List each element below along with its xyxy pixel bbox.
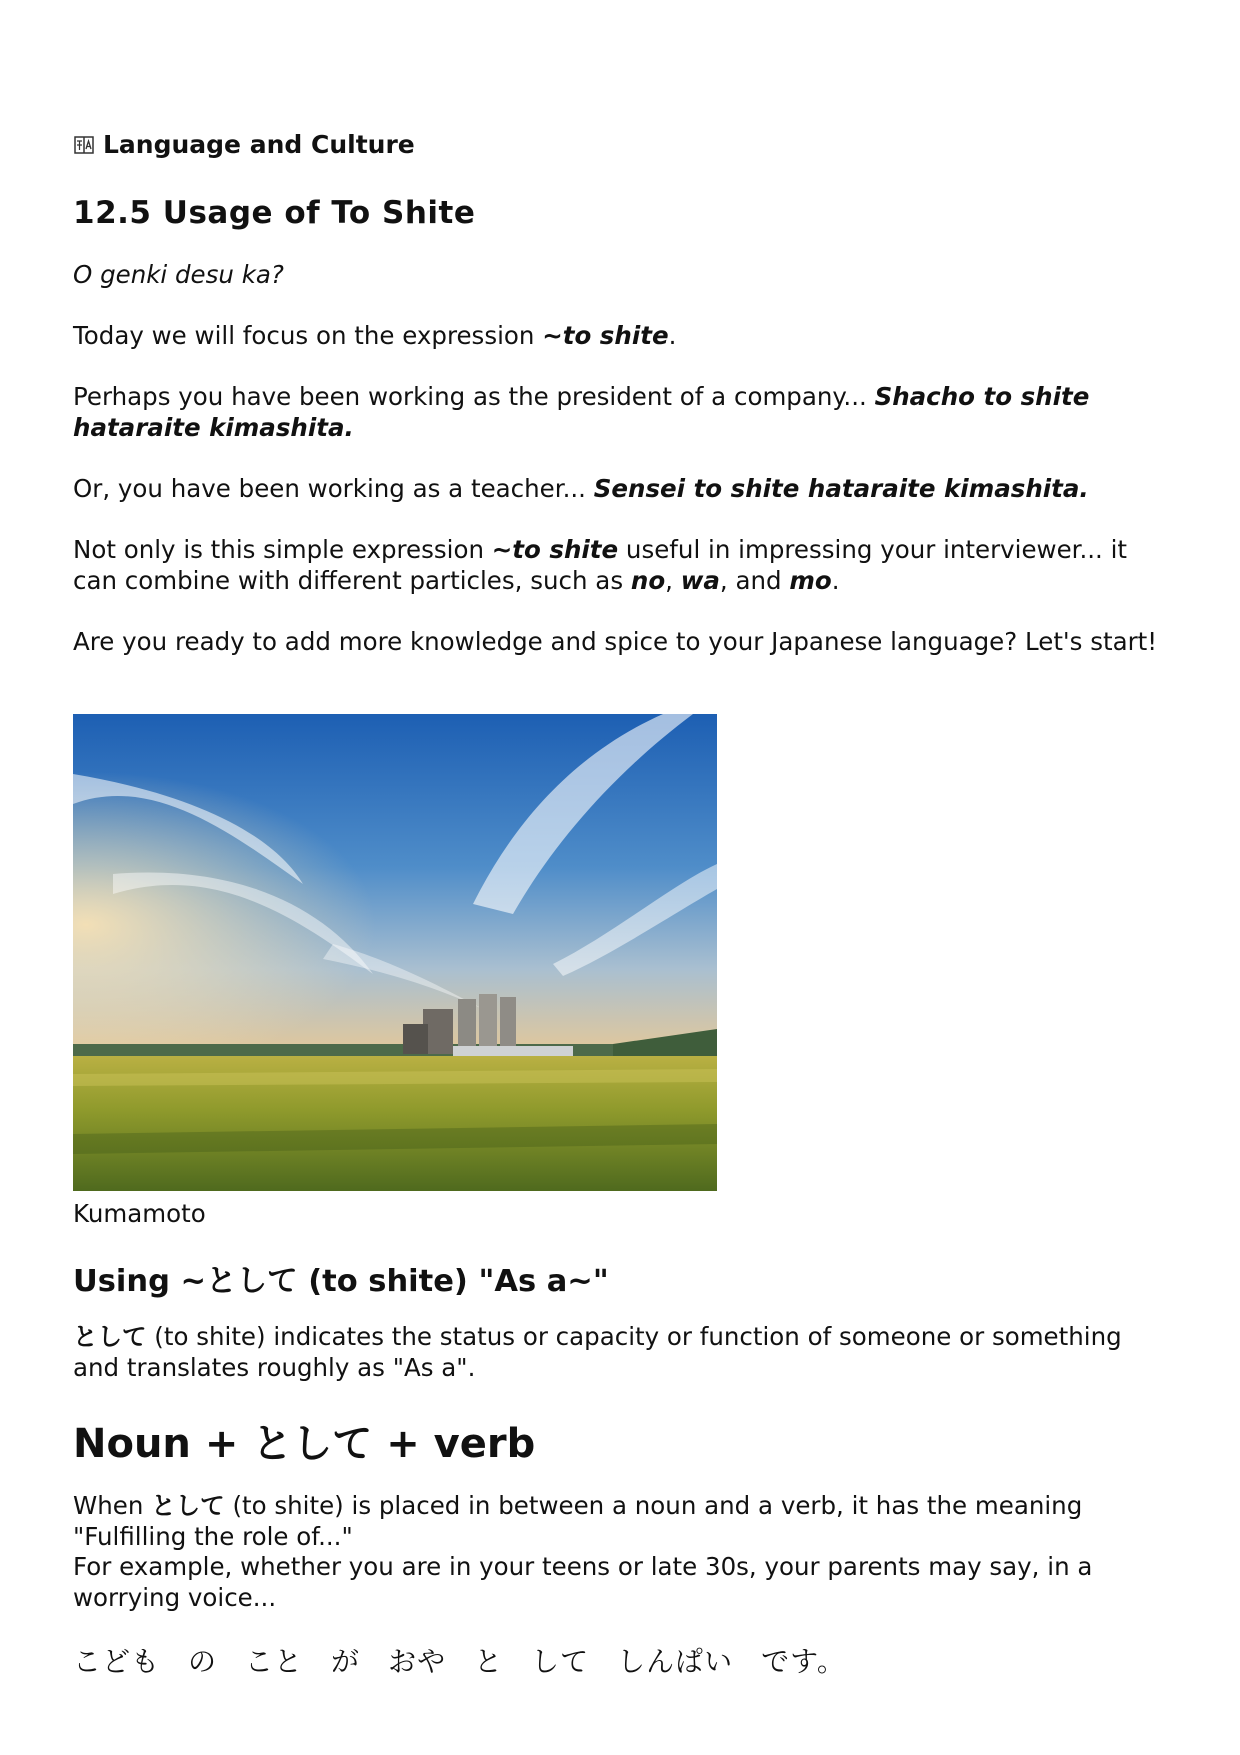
- section-label: [73, 130, 415, 159]
- usage-definition: として (to shite) indicates the status or capacity or function of someone or something and translates roughly as "As a".: [73, 1322, 1122, 1382]
- usage-heading: Using ~として (to shite) "As a~": [73, 1264, 609, 1299]
- example-word: おや: [388, 1645, 447, 1678]
- example-intro: For example, whether you are in your teens or late 30s, your parents may say, in a worrying voice...: [73, 1552, 1093, 1612]
- pattern-heading: Noun + として + verb: [73, 1421, 536, 1467]
- example-word: の: [188, 1645, 218, 1678]
- photo-caption: Kumamoto: [73, 1199, 206, 1228]
- example-word: しんぱい: [617, 1645, 734, 1678]
- intro-paragraph-2: Perhaps you have been working as the president of a company... Shacho to shite hataraite kimashita.: [73, 382, 1090, 442]
- section-label-text: Language and Culture: [103, 130, 415, 159]
- intro-paragraph-4: Not only is this simple expression ~to shite useful in impressing your interviewer... it can combine with different particles, such as no, wa, and mo.: [73, 535, 1128, 595]
- example-word: して: [531, 1645, 590, 1678]
- kumamoto-photo: [73, 714, 717, 1191]
- example-sentence: [73, 1640, 874, 1680]
- example-word: こと: [245, 1645, 304, 1678]
- intro-paragraph-5: Are you ready to add more knowledge and spice to your Japanese language? Let's start!: [73, 627, 1158, 656]
- example-word: と: [474, 1645, 504, 1678]
- greeting: O genki desu ka?: [73, 260, 284, 289]
- intro-paragraph-3: Or, you have been working as a teacher... Sensei to shite hataraite kimashita.: [73, 474, 1089, 503]
- page-title: 12.5 Usage of To Shite: [73, 195, 476, 231]
- example-word: です。: [761, 1645, 846, 1678]
- example-word: こども: [73, 1645, 161, 1678]
- pattern-explanation: When として (to shite) is placed in between a noun and a verb, it has the meaning "Fulfilling the role of...": [73, 1491, 1083, 1551]
- example-word: が: [331, 1645, 361, 1678]
- book-icon: [73, 134, 95, 156]
- intro-paragraph-1: Today we will focus on the expression ~to shite.: [73, 321, 677, 350]
